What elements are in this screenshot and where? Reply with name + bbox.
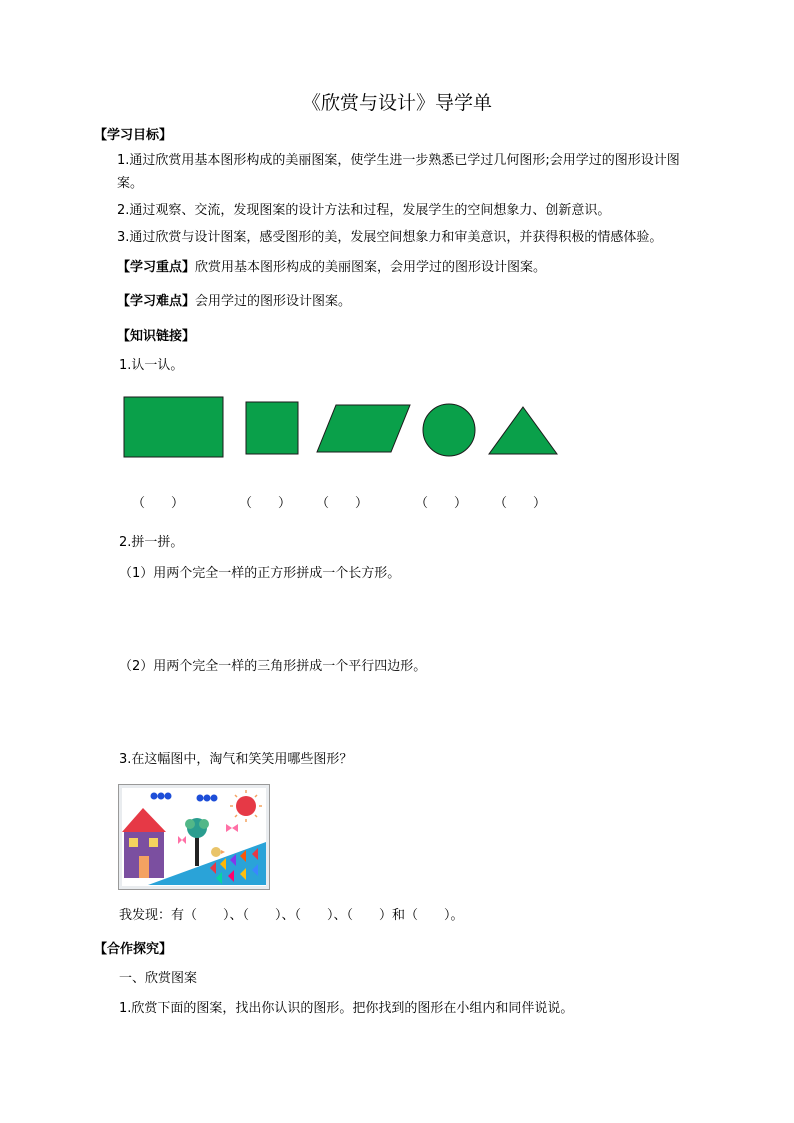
shape-answer-blank-4[interactable]: （ ）	[415, 496, 468, 511]
shape-answer-blank-1[interactable]: （ ）	[132, 496, 185, 511]
page-title: 《欣赏与设计》导学单	[301, 92, 492, 114]
shape-answer-blank-5[interactable]: （ ）	[494, 496, 547, 511]
difficulty-line	[117, 292, 351, 312]
question-2: 2.拼一拼。	[119, 535, 184, 550]
key-point-label: 【学习重点】	[117, 260, 196, 275]
question-1: 1.认一认。	[119, 358, 184, 373]
objective-2: 2.通过观察、交流，发现图案的设计方法和过程，发展学生的空间想象力、创新意识。	[117, 203, 611, 218]
objective-3: 3.通过欣赏与设计图案，感受图形的美，发展空间想象力和审美意识，并获得积极的情感体验。	[117, 230, 663, 245]
key-point-line	[117, 258, 546, 278]
key-point-text: 欣赏用基本图形构成的美丽图案，会用学过的图形设计图案。	[195, 260, 547, 275]
objectives-heading: 【学习目标】	[94, 128, 173, 143]
explore-heading: 【合作探究】	[94, 942, 173, 957]
square-shape	[246, 402, 298, 454]
question-3: 3.在这幅图中，淘气和笑笑用哪些图形？	[119, 752, 353, 767]
objective-1-line1: 1.通过欣赏用基本图形构成的美丽图案，使学生进一步熟悉已学过几何图形;会用学过的图形设计图	[117, 153, 680, 168]
finding-line: 我发现：有（ ）、（ ）、（ ）、（ ）和（ ）。	[119, 908, 464, 923]
shape-picture	[118, 784, 270, 890]
shapes-row	[118, 392, 568, 464]
question-2-part-1: （1）用两个完全一样的正方形拼成一个长方形。	[119, 566, 401, 581]
question-2-part-2: （2）用两个完全一样的三角形拼成一个平行四边形。	[119, 659, 427, 674]
rectangle-shape	[124, 397, 223, 457]
knowledge-heading: 【知识链接】	[117, 329, 196, 344]
shape-answer-blank-2[interactable]: （ ）	[239, 496, 292, 511]
circle-shape	[423, 404, 475, 456]
parallelogram-shape	[317, 405, 410, 452]
explore-section-1: 一、欣赏图案	[119, 971, 198, 986]
explore-task-1: 1.欣赏下面的图案，找出你认识的图形。把你找到的图形在小组内和同伴说说。	[119, 1001, 574, 1016]
objective-1-line2: 案。	[117, 176, 144, 191]
shape-answer-blank-3[interactable]: （ ）	[316, 496, 369, 511]
difficulty-label: 【学习难点】	[117, 294, 196, 309]
triangle-shape	[489, 407, 557, 454]
difficulty-text: 会用学过的图形设计图案。	[195, 294, 352, 309]
